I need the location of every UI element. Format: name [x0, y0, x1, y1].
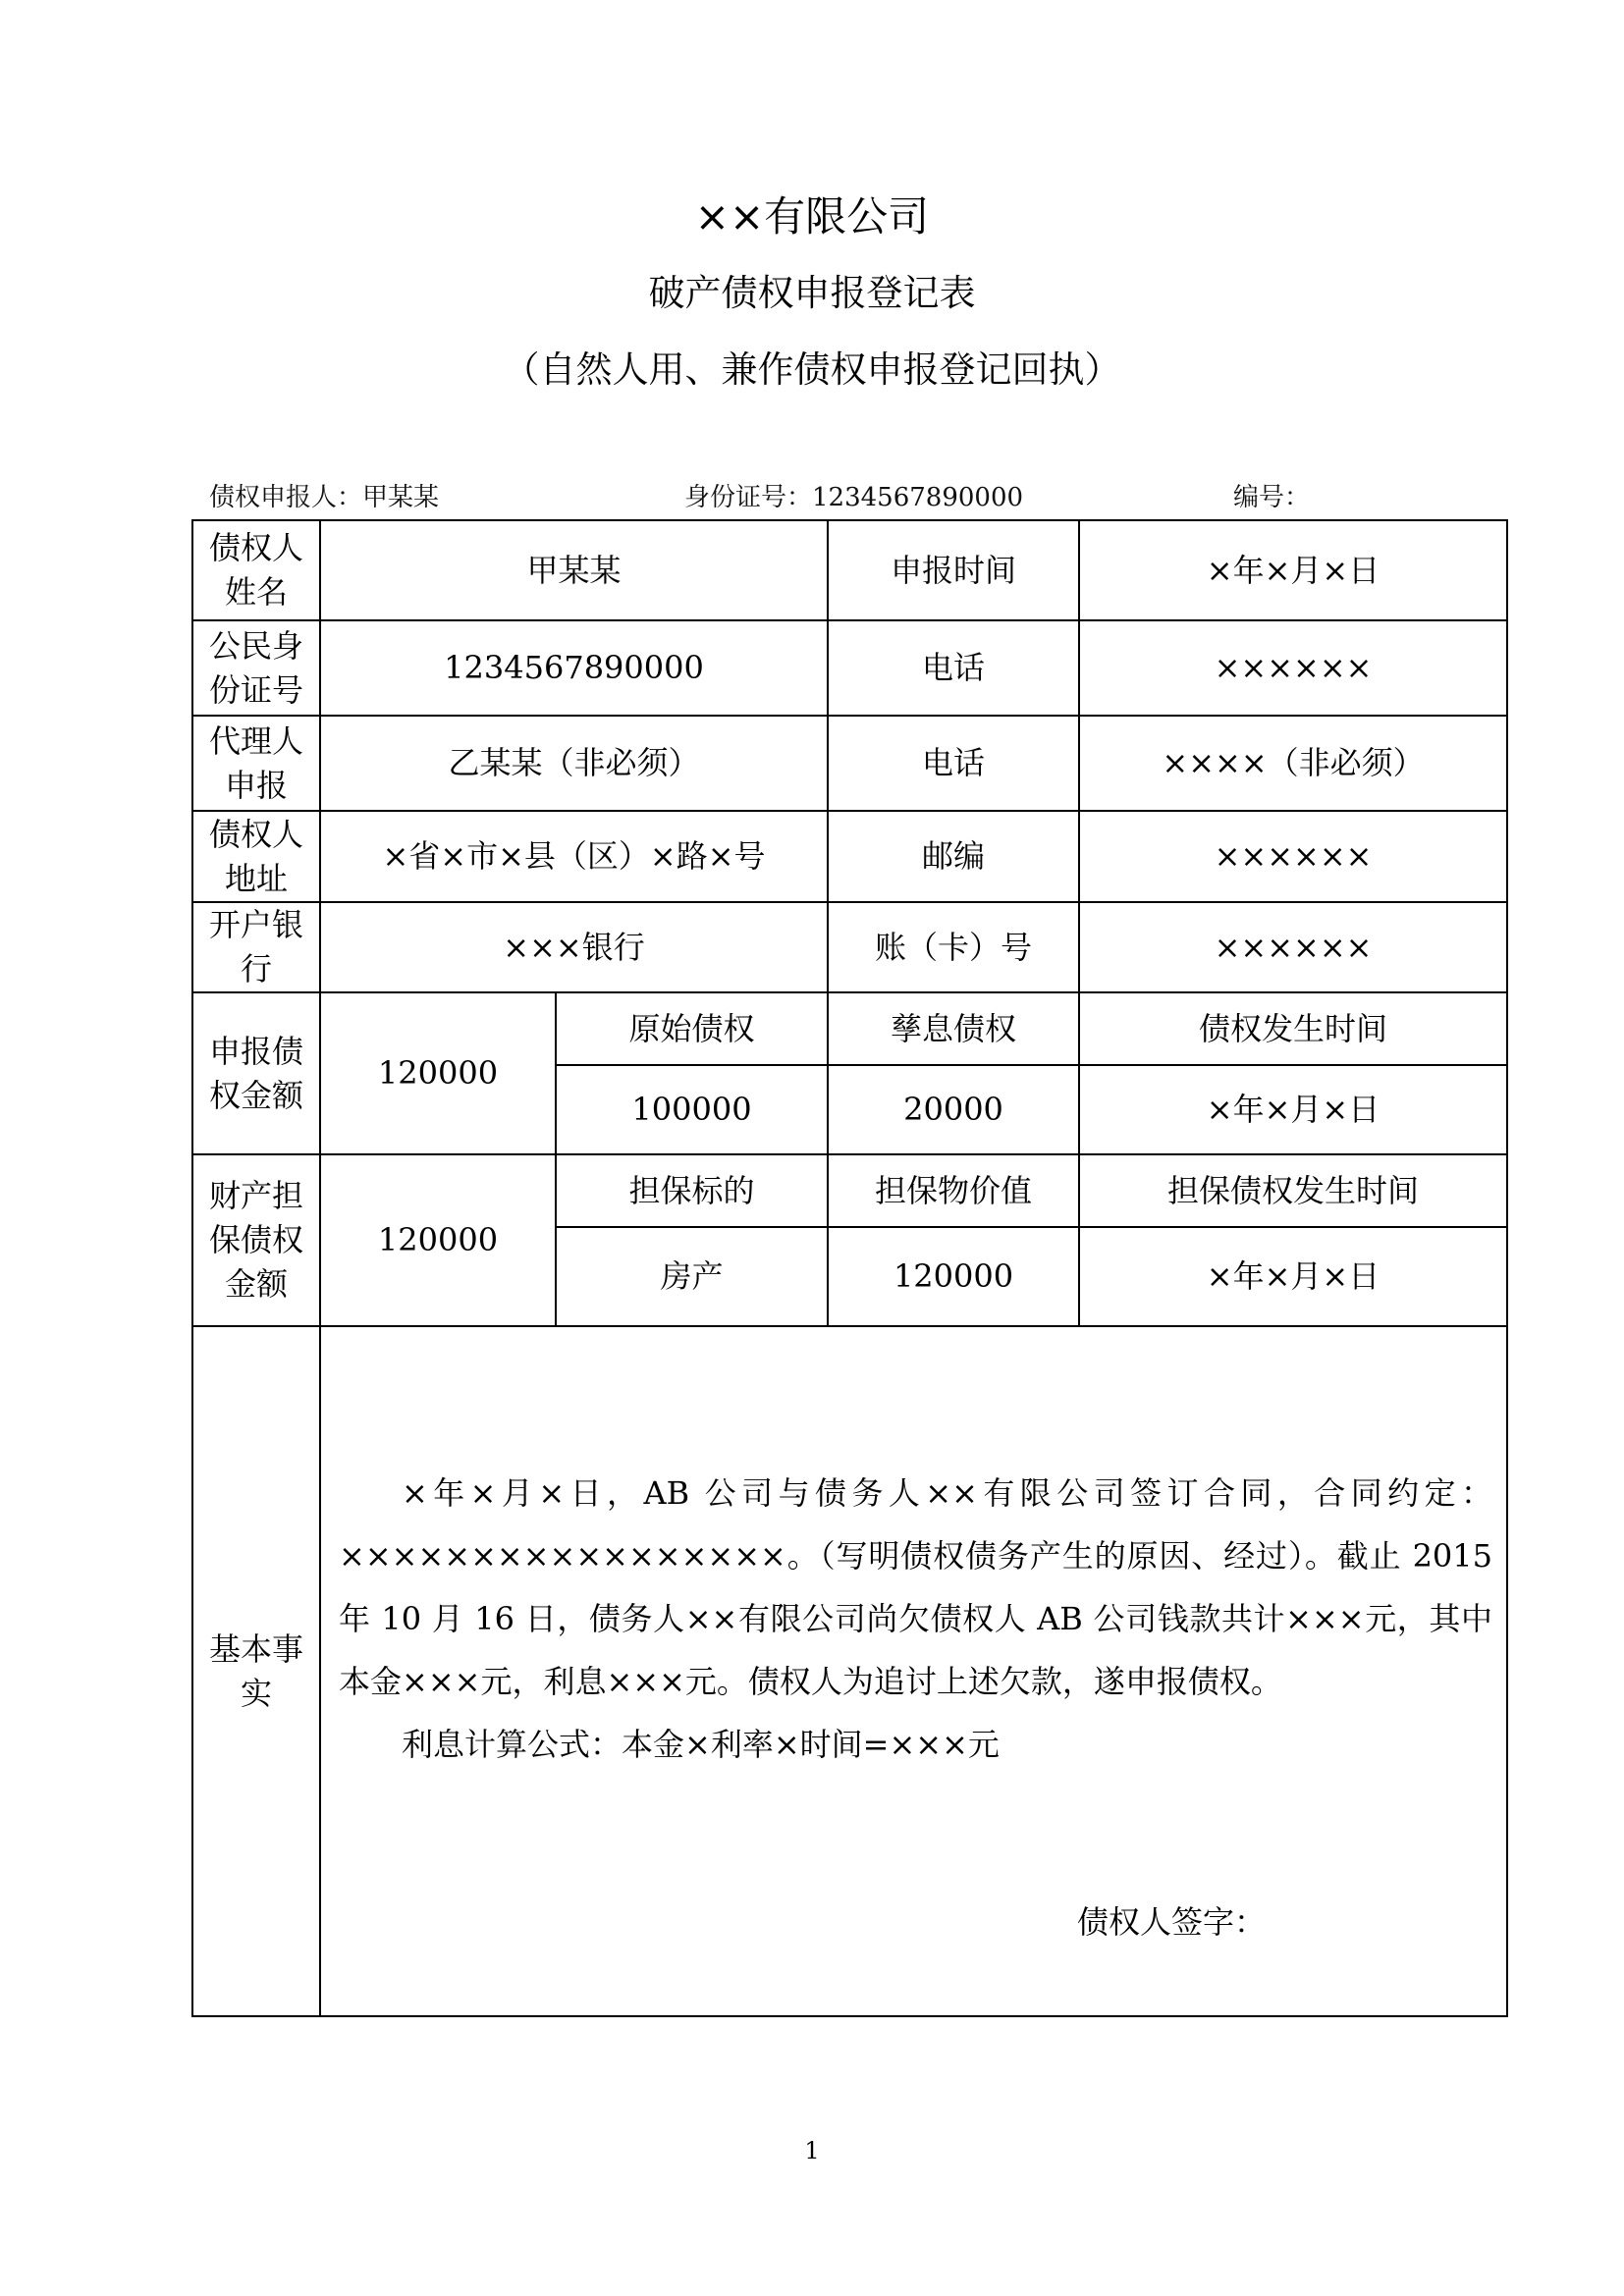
claim-registration-table [191, 519, 1508, 2017]
table-row [192, 1326, 1507, 2016]
citizen-id-label: 公民身份证号 [192, 620, 320, 716]
table-row [192, 902, 1507, 992]
page-number: 1 [804, 2137, 820, 2164]
claim-header-date: 债权发生时间 [1079, 992, 1507, 1065]
secured-header-date: 担保债权发生时间 [1079, 1154, 1507, 1227]
table-row [192, 992, 1507, 1065]
id-number-field: 身份证号：1234567890000 [684, 483, 1024, 512]
secured-header-collateral-value: 担保物价值 [828, 1154, 1079, 1227]
citizen-id-value: 1234567890000 [320, 620, 828, 716]
agent-phone-label: 电话 [828, 716, 1079, 811]
phone-label: 电话 [828, 620, 1079, 716]
creditor-address-label: 债权人地址 [192, 811, 320, 902]
facts-paragraph: ×年×月×日，AB 公司与债务人××有限公司签订合同，合同约定：×××××××××××××××××。（写明债权债务产生的原因、经过）。截止 2015 年 10 月 16 日，债务人××有限公司尚欠债权人 AB 公司钱款共计×××元，其中本金×××元，利息×××元。债权人为追讨上述欠款，遂申报债权。 [339, 1474, 1493, 1700]
phone-value: ×××××× [1079, 620, 1507, 716]
secured-header-collateral: 担保标的 [556, 1154, 828, 1227]
secured-date-value: ×年×月×日 [1079, 1227, 1507, 1326]
filing-time-label: 申报时间 [828, 520, 1079, 620]
bank-label: 开户银行 [192, 902, 320, 992]
basic-facts-cell [320, 1326, 1507, 2016]
claim-original-value: 100000 [556, 1065, 828, 1154]
creditor-signature-label: 债权人签字： [1077, 1903, 1267, 1941]
account-label: 账（卡）号 [828, 902, 1079, 992]
collateral-value: 房产 [556, 1227, 828, 1326]
table-row [192, 1154, 1507, 1227]
bank-value: ×××银行 [320, 902, 828, 992]
table-row [192, 520, 1507, 620]
table-row [192, 620, 1507, 716]
filing-time-value: ×年×月×日 [1079, 520, 1507, 620]
claim-header-original: 原始债权 [556, 992, 828, 1065]
form-subtitle: （自然人用、兼作债权申报登记回执） [503, 348, 1121, 391]
agent-label: 代理人申报 [192, 716, 320, 811]
agent-phone-value: ××××（非必须） [1079, 716, 1507, 811]
secured-amount-label: 财产担保债权金额 [192, 1154, 320, 1326]
claim-date-value: ×年×月×日 [1079, 1065, 1507, 1154]
serial-number-field: 编号： [1233, 483, 1311, 512]
interest-formula: 利息计算公式：本金×利率×时间=×××元 [402, 1726, 1000, 1763]
claim-header-interest: 孳息债权 [828, 992, 1079, 1065]
form-title: 破产债权申报登记表 [648, 272, 976, 314]
secured-total-value: 120000 [320, 1154, 556, 1326]
creditor-name-label: 债权人姓名 [192, 520, 320, 620]
creditor-name-value: 甲某某 [320, 520, 828, 620]
collateral-worth-value: 120000 [828, 1227, 1079, 1326]
agent-value: 乙某某（非必须） [320, 716, 828, 811]
claim-interest-value: 20000 [828, 1065, 1079, 1154]
claim-total-value: 120000 [320, 992, 556, 1154]
basic-facts-text [339, 1462, 1492, 1776]
postcode-label: 邮编 [828, 811, 1079, 902]
postcode-value: ×××××× [1079, 811, 1507, 902]
claim-amount-label: 申报债权金额 [192, 992, 320, 1154]
basic-facts-label: 基本事实 [192, 1326, 320, 2016]
table-row [192, 716, 1507, 811]
creditor-address-value: ×省×市×县（区）×路×号 [320, 811, 828, 902]
account-value: ×××××× [1079, 902, 1507, 992]
company-title: ××有限公司 [694, 192, 930, 240]
applicant-field: 债权申报人：甲某某 [209, 483, 440, 512]
table-row [192, 811, 1507, 902]
